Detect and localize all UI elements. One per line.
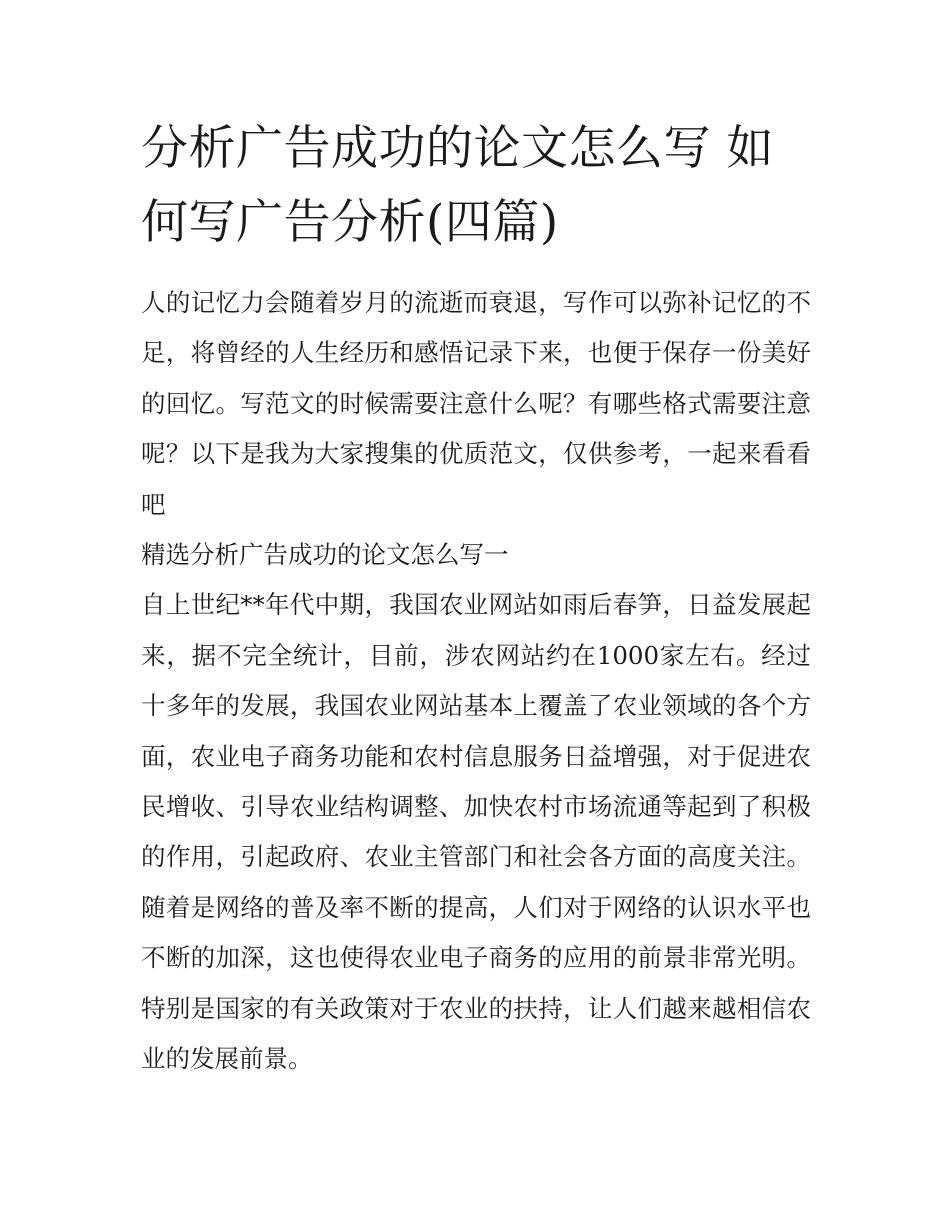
section-heading: 精选分析广告成功的论文怎么写一 (141, 540, 509, 570)
intro-paragraph: 人的记忆力会随着岁月的流逝而衰退，写作可以弥补记忆的不足，将曾经的人生经历和感悟记录下来，也便于保存一份美好的回忆。写范文的时候需要注意什么呢？有哪些格式需要注意呢？以下是我为大家搜集的优质范文，仅供参考，一起来看看吧 (141, 288, 811, 519)
document-page (141, 112, 811, 1085)
body-paragraph: 自上世纪**年代中期，我国农业网站如雨后春笋，日益发展起来，据不完全统计，目前，涉农网站约在1000家左右。经过十多年的发展，我国农业网站基本上覆盖了农业领域的各个方面，农业电子商务功能和农村信息服务日益增强，对于促进农民增收、引导农业结构调整、加快农村市场流通等起到了积极的作用，引起政府、农业主管部门和社会各方面的高度关注。随着是网络的普及率不断的提高，人们对于网络的认识水平也不断的加深，这也使得农业电子商务的应用的前景非常光明。特别是国家的有关政策对于农业的扶持，让人们越来越相信农业的发展前景。 (141, 590, 811, 1074)
document-title: 分析广告成功的论文怎么写 如何写广告分析(四篇) (141, 121, 774, 250)
